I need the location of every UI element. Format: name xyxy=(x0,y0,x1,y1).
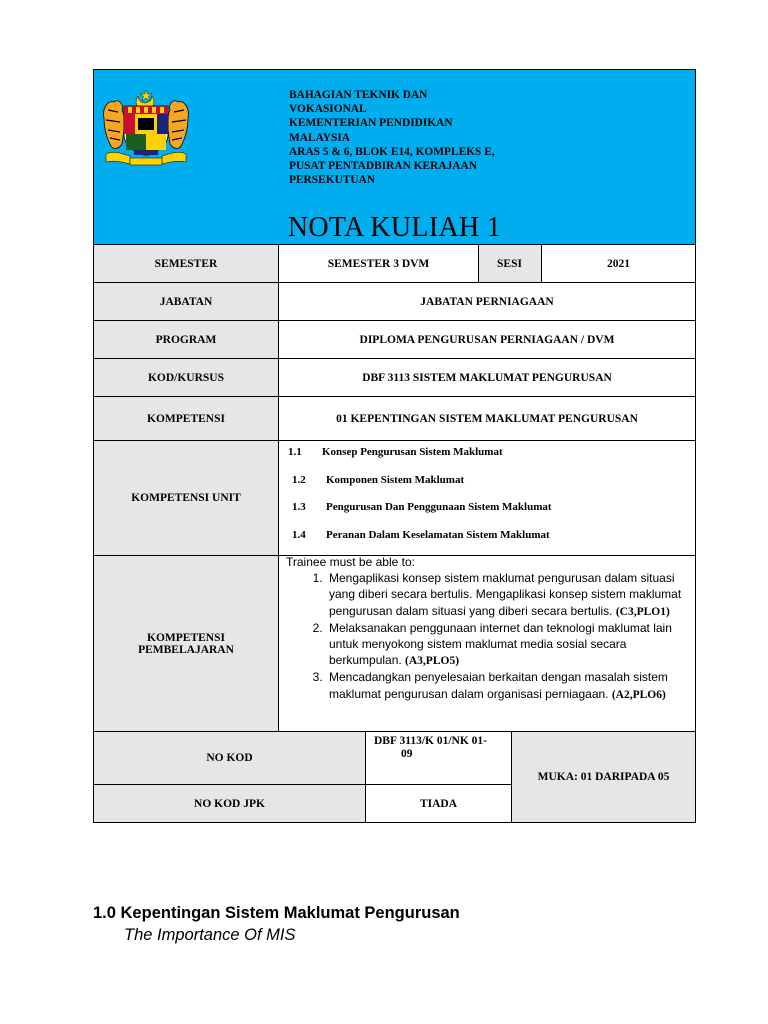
no-kod-values xyxy=(366,732,512,822)
unit-number: 1.2 xyxy=(292,473,306,486)
kompetensi-label: KOMPETENSI xyxy=(94,397,279,440)
list-item xyxy=(288,529,695,557)
row-jabatan xyxy=(94,283,695,321)
program-label: PROGRAM xyxy=(94,321,279,358)
unit-text: Komponen Sistem Maklumat xyxy=(326,473,465,486)
no-kod-value xyxy=(366,732,511,785)
no-kod-label: NO KOD xyxy=(94,732,365,785)
row-no-kod xyxy=(94,732,695,822)
outcome-text: Mencadangkan penyelesaian berkaitan dengan masalah sistem maklumat pengurusan dalam organisasi perniagaan. xyxy=(329,670,668,701)
outcomes-intro: Trainee must be able to: xyxy=(286,555,415,569)
row-kompetensi-unit xyxy=(94,441,695,556)
document-header xyxy=(94,70,695,245)
outcome-text: Mengaplikasi konsep sistem maklumat pengurusan dalam situasi yang diberi secara bertulis. Mengaplikasi konsep sistem maklumat pengurusan dalam situasi yang diberi secara bertulis. xyxy=(329,571,682,618)
row-kod-kursus xyxy=(94,359,695,397)
jabatan-value: JABATAN PERNIAGAAN xyxy=(279,283,695,320)
kod-kursus-label: KOD/KURSUS xyxy=(94,359,279,396)
list-item xyxy=(288,446,695,474)
pembelajaran-label-line: KOMPETENSI xyxy=(147,631,225,644)
unit-number: 1.3 xyxy=(292,501,306,513)
list-item xyxy=(288,501,695,529)
no-kod-value-line: DBF 3113/K 01/NK 01- xyxy=(374,735,487,747)
kompetensi-unit-list xyxy=(279,441,695,555)
org-line: MALAYSIA xyxy=(289,131,350,144)
no-kod-jpk-label: NO KOD JPK xyxy=(94,785,365,822)
sesi-value: 2021 xyxy=(542,245,695,282)
row-kompetensi xyxy=(94,397,695,441)
organization-address xyxy=(289,88,549,187)
kompetensi-value: 01 KEPENTINGAN SISTEM MAKLUMAT PENGURUSAN xyxy=(279,397,695,440)
org-line: BAHAGIAN TEKNIK DAN xyxy=(289,89,428,101)
malaysia-coat-of-arms-icon xyxy=(100,88,192,168)
kompetensi-unit-label: KOMPETENSI UNIT xyxy=(94,441,279,555)
list-item xyxy=(288,474,695,502)
kod-kursus-value: DBF 3113 SISTEM MAKLUMAT PENGURUSAN xyxy=(279,359,695,396)
section-heading: 1.0 Kepentingan Sistem Maklumat Pengurusan xyxy=(93,904,460,922)
pembelajaran-label-line: PEMBELAJARAN xyxy=(138,643,234,656)
list-item xyxy=(326,669,689,702)
jabatan-label: JABATAN xyxy=(94,283,279,320)
org-line: ARAS 5 & 6, BLOK E14, KOMPLEKS E, xyxy=(289,145,495,158)
org-line: PERSEKUTUAN xyxy=(289,174,376,187)
cover-sheet xyxy=(93,69,696,823)
unit-number: 1.4 xyxy=(292,528,306,541)
semester-value: SEMESTER 3 DVM xyxy=(279,245,479,282)
no-kod-labels xyxy=(94,732,366,822)
list-item xyxy=(326,570,689,620)
no-kod-jpk-value: TIADA xyxy=(366,785,511,822)
page-count: MUKA: 01 DARIPADA 05 xyxy=(512,732,695,822)
section-subheading: The Importance Of MIS xyxy=(124,926,296,944)
list-item xyxy=(326,620,689,670)
program-value: DIPLOMA PENGURUSAN PERNIAGAAN / DVM xyxy=(279,321,695,358)
outcome-code: (A2,PLO6) xyxy=(611,688,666,701)
document-title: NOTA KULIAH 1 xyxy=(287,212,502,243)
org-line: PUSAT PENTADBIRAN KERAJAAN xyxy=(289,160,477,173)
semester-label: SEMESTER xyxy=(94,245,279,282)
no-kod-value-line: 09 xyxy=(401,748,413,760)
sesi-label: SESI xyxy=(479,245,542,282)
learning-outcomes xyxy=(279,556,695,731)
unit-text: Konsep Pengurusan Sistem Maklumat xyxy=(322,446,503,458)
unit-text: Peranan Dalam Keselamatan Sistem Maklumat xyxy=(326,528,550,541)
outcome-text: Melaksanakan penggunaan internet dan teknologi maklumat lain untuk menyokong sistem maklumat media sosial secara berkumpulan. xyxy=(329,620,672,668)
kompetensi-pembelajaran-label xyxy=(94,556,279,731)
row-program xyxy=(94,321,695,359)
unit-text: Pengurusan Dan Penggunaan Sistem Maklumat xyxy=(326,501,552,513)
course-info-table xyxy=(94,245,695,822)
row-kompetensi-pembelajaran xyxy=(94,556,695,732)
row-semester xyxy=(94,245,695,283)
outcome-code: (C3,PLO1) xyxy=(615,605,670,618)
org-line: KEMENTERIAN PENDIDIKAN xyxy=(289,117,453,130)
unit-number: 1.1 xyxy=(288,446,302,458)
outcomes-list xyxy=(286,570,689,703)
org-line: VOKASIONAL xyxy=(289,103,367,116)
outcome-code: (A3,PLO5) xyxy=(405,655,460,668)
